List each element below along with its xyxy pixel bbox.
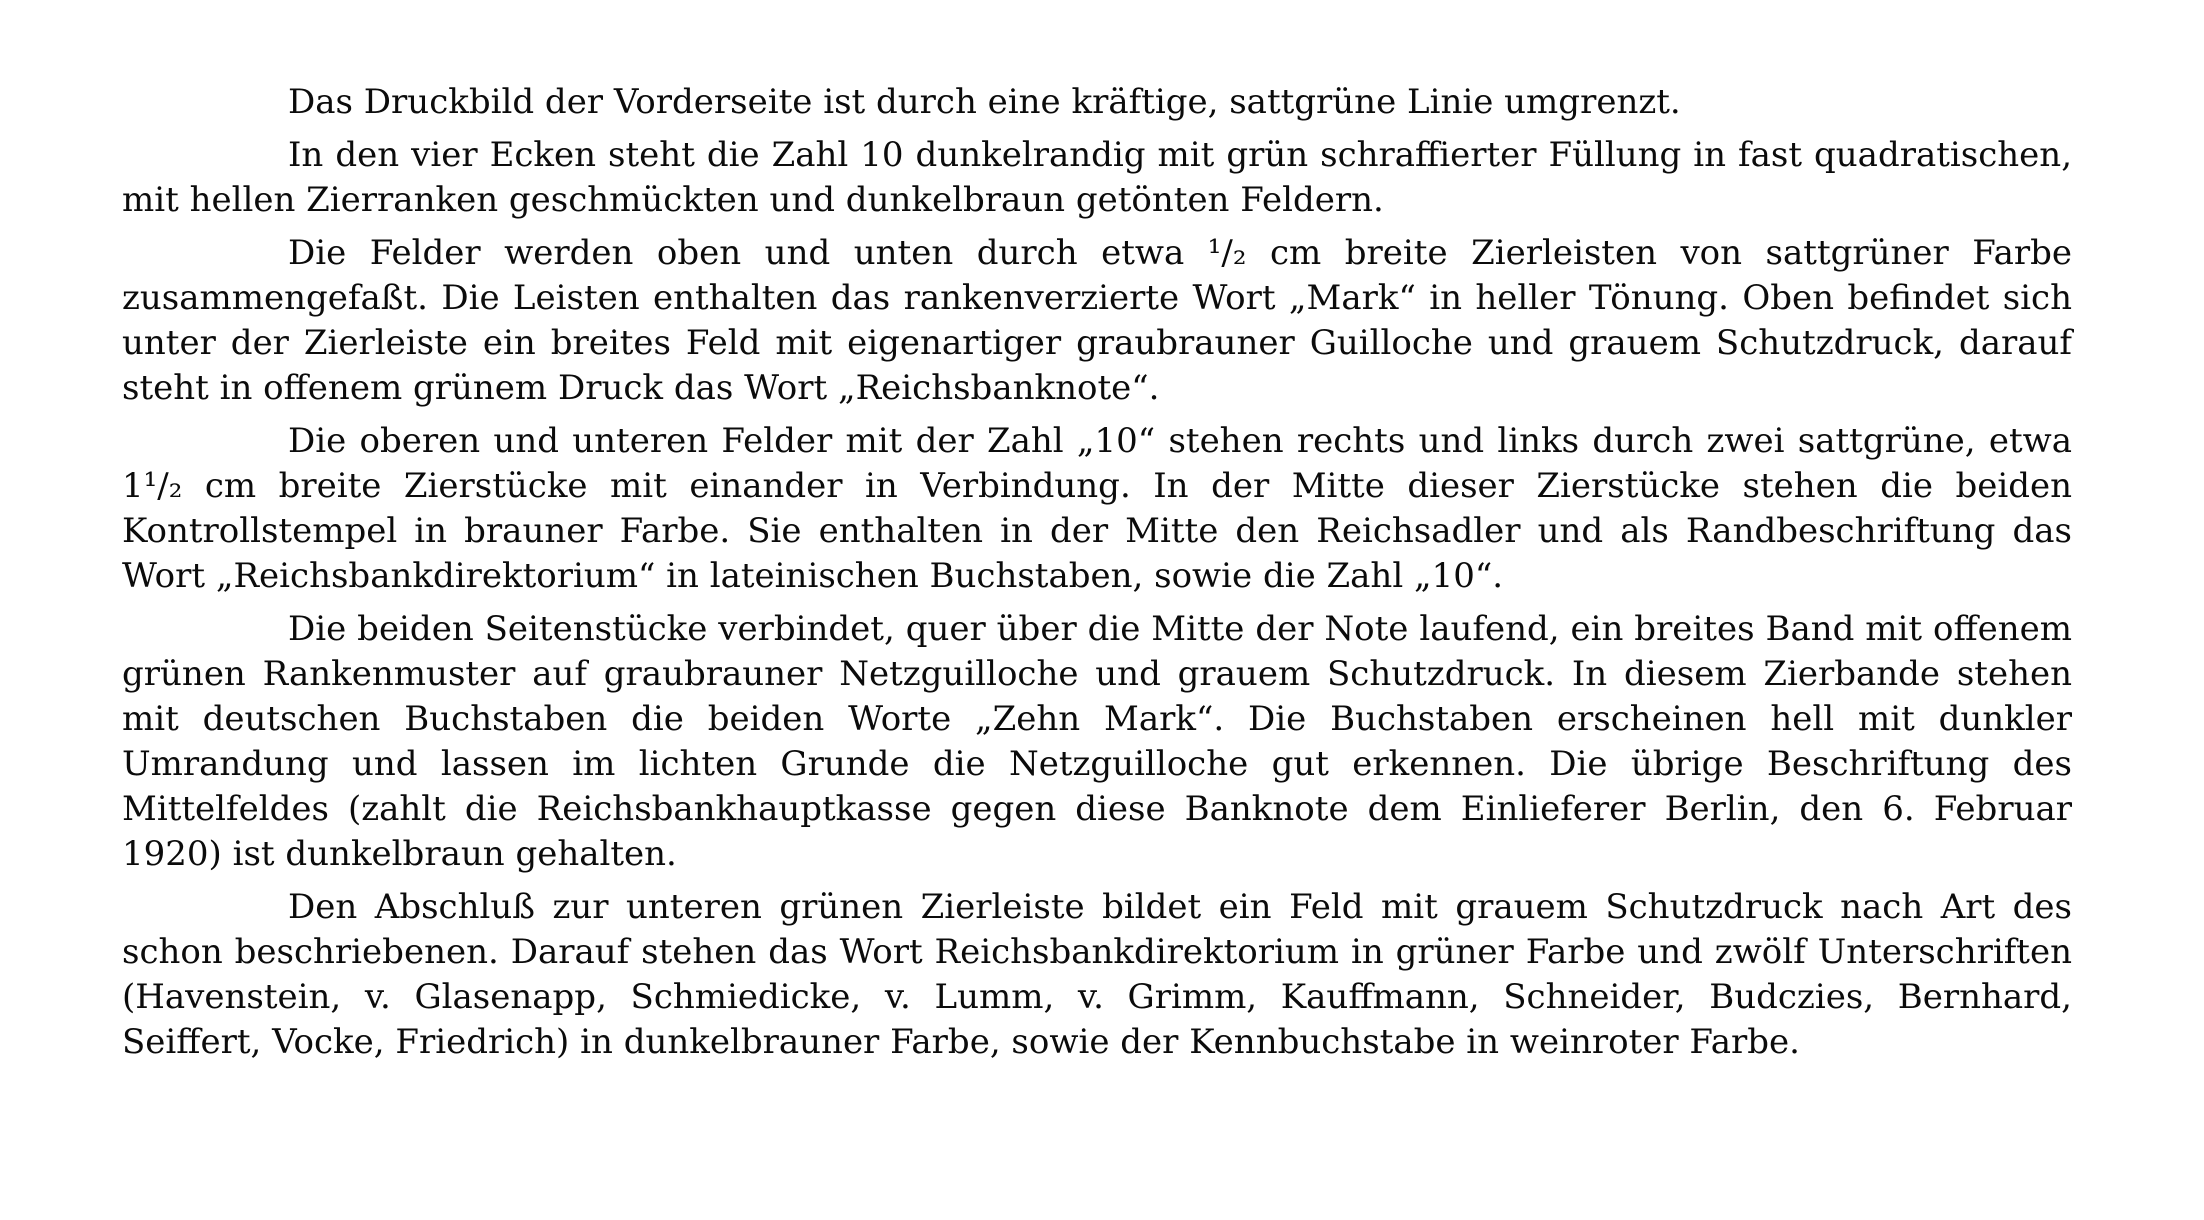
paragraph-4: Die oberen und unteren Felder mit der Zahl „10“ stehen rechts und links durch zwei sattgrüne, etwa 1¹/₂ cm breite Zierstücke mit einander in Verbindung. In der Mitte dieser Zierstücke stehen die beiden Kontrollstempel in brauner Farbe. Sie enthalten in der Mitte den Reichsadler und als Randbeschriftung das Wort „Reichsbankdirektorium“ in lateinischen Buchstaben, sowie die Zahl „10“. [122,421,2072,596]
paragraph-2: In den vier Ecken steht die Zahl 10 dunkelrandig mit grün schraffierter Füllung in fast quadratischen, mit hellen Zierranken geschmückten und dunkelbraun getönten Feldern. [122,135,2072,220]
paragraph-5: Die beiden Seitenstücke verbindet, quer über die Mitte der Note laufend, ein breites Band mit offenem grünen Rankenmuster auf graubrauner Netzguilloche und grauem Schutzdruck. In diesem Zierbande stehen mit deutschen Buchstaben die beiden Worte „Zehn Mark“. Die Buchstaben erscheinen hell mit dunkler Umrandung und lassen im lichten Grunde die Netzguilloche gut erkennen. Die übrige Beschriftung des Mittelfeldes (zahlt die Reichsbankhauptkasse gegen diese Banknote dem Einlieferer Berlin, den 6. Februar 1920) ist dunkelbraun gehalten. [122,609,2072,874]
text-column [122,80,2072,1065]
paragraph-1: Das Druckbild der Vorderseite ist durch eine kräftige, sattgrüne Linie umgrenzt. [288,82,1681,122]
paragraph-3: Die Felder werden oben und unten durch etwa ¹/₂ cm breite Zierleisten von sattgrüner Farbe zusammengefaßt. Die Leisten enthalten das rankenverzierte Wort „Mark“ in heller Tönung. Oben befindet sich unter der Zierleiste ein breites Feld mit eigenartiger graubrauner Guilloche und grauem Schutzdruck, darauf steht in offenem grünem Druck das Wort „Reichsbanknote“. [122,233,2072,408]
paragraph-6: Den Abschluß zur unteren grünen Zierleiste bildet ein Feld mit grauem Schutzdruck nach Art des schon beschriebenen. Darauf stehen das Wort Reichsbankdirektorium in grüner Farbe und zwölf Unterschriften (Havenstein, v. Glasenapp, Schmiedicke, v. Lumm, v. Grimm, Kauffmann, Schneider, Budczies, Bernhard, Seiffert, Vocke, Friedrich) in dunkelbrauner Farbe, sowie der Kennbuchstabe in weinroter Farbe. [122,887,2072,1062]
